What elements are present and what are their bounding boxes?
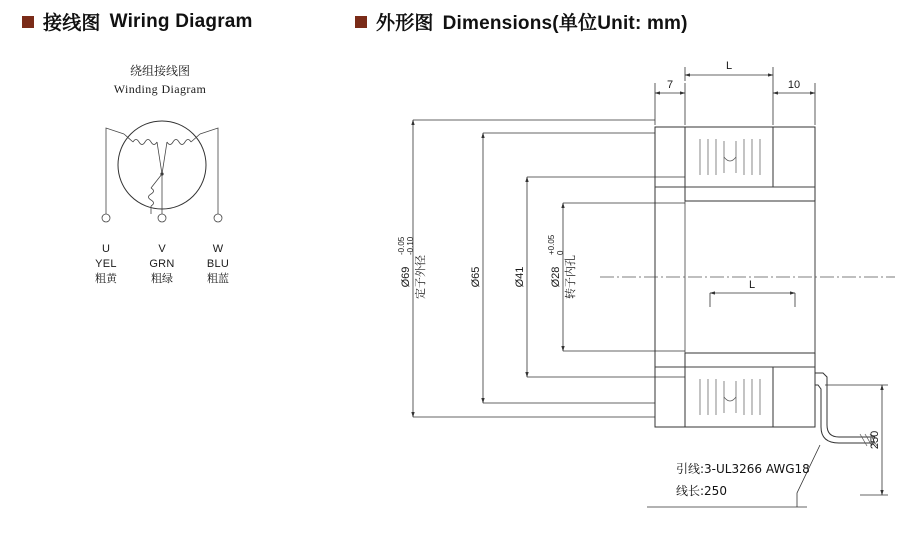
lamination-bottom-lines [700, 379, 760, 415]
d28-tol-upper: +0.05 [547, 234, 556, 255]
insulation-band-top [685, 187, 815, 201]
winding-caption-en: Winding Diagram [113, 82, 207, 96]
d69-symbol: Ø [400, 278, 412, 288]
terminal-v-chinese: 粗绿 [151, 271, 173, 285]
dimtext-d28-group [547, 234, 565, 287]
dimtext-d41-group [514, 267, 526, 288]
end-ring-left-bottom [655, 367, 685, 427]
dimtext-L-top: L [725, 60, 733, 72]
section-title-wiring [22, 8, 253, 35]
dimtext-d69-cn-group [413, 255, 427, 299]
d28-chinese: 转子内孔 [564, 255, 577, 299]
winding-caption-cn: 绕组接线图 [129, 64, 190, 78]
d65-symbol: Ø [470, 278, 482, 288]
end-ring-right-top [773, 127, 815, 187]
d69-tol-lower: -0.10 [406, 236, 415, 255]
dimtext-L-bottom: L [748, 279, 756, 291]
dimension-drawing-graphic [355, 55, 895, 535]
dimtext-7: 7 [666, 79, 674, 91]
section-title-dims-cn: 外形图 [376, 13, 434, 34]
d69-value: 69 [400, 266, 412, 279]
lead-wire-path-2 [815, 385, 875, 443]
terminal-label-u [82, 242, 130, 287]
section-title-dims-en: Dimensions(单位Unit: mm) [442, 13, 688, 34]
dimtext-10: 10 [787, 79, 801, 91]
d69-tol-upper: -0.05 [397, 236, 406, 255]
terminal-v-letter: V [158, 243, 166, 255]
terminal-w-chinese: 粗蓝 [207, 271, 229, 285]
d28-symbol: Ø [550, 278, 562, 288]
lead-w [200, 128, 218, 214]
winding-diagram-graphic [20, 92, 340, 342]
terminal-w-icon [214, 214, 222, 222]
terminal-u-icon [102, 214, 110, 222]
coil-u [124, 134, 162, 174]
svg-text:Ø65 [470, 267, 482, 288]
d65-value: 65 [470, 266, 482, 279]
svg-text:Ø69 [400, 267, 412, 288]
dimtext-250: 250 [869, 430, 881, 450]
note-lead-spec: 引线:3-UL3266 AWG18 [676, 462, 810, 476]
terminal-label-w [194, 242, 242, 287]
svg-text:Ø41 [514, 267, 526, 288]
d28-value: 28 [550, 266, 562, 279]
end-ring-left-top [655, 127, 685, 187]
d41-value: 41 [514, 266, 526, 279]
bullet-square-icon [22, 16, 34, 28]
d69-chinese: 定子外径 [414, 255, 427, 299]
terminal-u-letter: U [102, 243, 110, 255]
lamination-top-lines [700, 139, 760, 175]
svg-text:Ø28 [550, 267, 562, 288]
dimtext-d28-cn-group [563, 255, 577, 299]
end-ring-right-bottom [773, 367, 815, 427]
terminal-label-v [138, 242, 186, 287]
section-title-dimensions [355, 8, 688, 35]
terminal-w-english: BLU [206, 257, 230, 270]
d41-symbol: Ø [514, 278, 526, 288]
terminal-u-chinese: 粗黄 [95, 271, 117, 285]
insulation-band-bottom [685, 353, 815, 367]
section-title-wiring-en: Wiring Diagram [109, 10, 253, 32]
dimtext-d65-group [470, 267, 482, 288]
terminal-v-english: GRN [149, 257, 175, 270]
dimtext-d69-group [397, 236, 415, 287]
coil-w [162, 134, 200, 174]
terminal-u-english: YEL [95, 257, 117, 270]
lead-wire-path [815, 373, 875, 437]
terminal-v-icon [158, 214, 166, 222]
terminal-w-letter: W [212, 243, 224, 255]
section-title-wiring-cn: 接线图 [43, 13, 101, 34]
lead-u [106, 128, 124, 214]
bullet-square-icon-2 [355, 16, 367, 28]
note-lead-length: 线长:250 [676, 484, 727, 498]
d28-tol-lower: 0 [556, 250, 565, 255]
dimtext-250-group [869, 431, 881, 449]
